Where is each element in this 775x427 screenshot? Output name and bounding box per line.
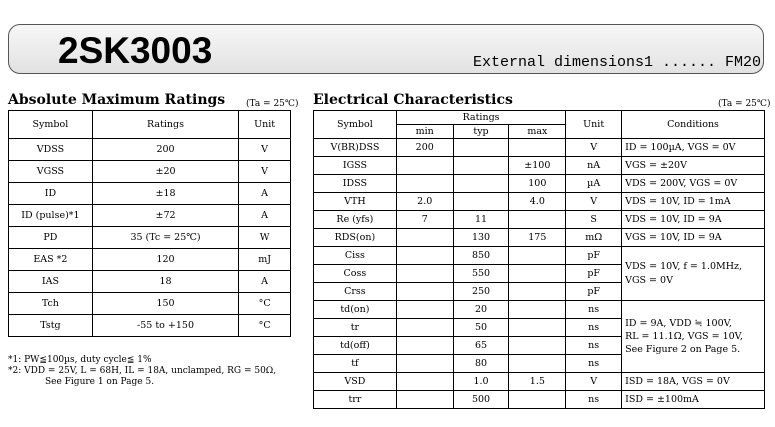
conditions-cell: VDS = 200V, VGS = 0V bbox=[622, 175, 765, 193]
rating-cell: 35 (Tc = 25℃) bbox=[92, 227, 238, 249]
electrical-condition: (Ta = 25℃) bbox=[718, 99, 771, 109]
symbol-cell: VSD bbox=[314, 373, 397, 391]
table-row bbox=[9, 205, 291, 227]
switching-conditions bbox=[622, 301, 765, 373]
max-cell: ±100 bbox=[509, 157, 566, 175]
min-cell: 200 bbox=[396, 139, 453, 157]
typ-cell bbox=[453, 175, 509, 193]
conditions-cell: VGS = 10V, ID = 9A bbox=[622, 229, 765, 247]
unit-cell: V bbox=[566, 139, 622, 157]
symbol-cell: Coss bbox=[314, 265, 397, 283]
col-header-typ: typ bbox=[453, 125, 509, 139]
typ-cell: 250 bbox=[453, 283, 509, 301]
electrical-table bbox=[313, 110, 765, 409]
rating-cell: 18 bbox=[92, 271, 238, 293]
unit-cell: V bbox=[239, 161, 291, 183]
capacitance-condition-line: VDS = 10V, f = 1.0MHz, bbox=[625, 260, 743, 272]
note-1: *1: PW≦100µs, duty cycle≦ 1% bbox=[8, 355, 152, 365]
table-row bbox=[9, 139, 291, 161]
table-row bbox=[9, 249, 291, 271]
symbol-cell: IDSS bbox=[314, 175, 397, 193]
unit-cell: mJ bbox=[239, 249, 291, 271]
symbol-cell: ID (pulse)*1 bbox=[9, 205, 93, 227]
col-header-ratings: Ratings bbox=[92, 111, 238, 139]
symbol-cell: Ciss bbox=[314, 247, 397, 265]
min-cell bbox=[396, 301, 453, 319]
table-row bbox=[9, 227, 291, 249]
switching-condition-line: ID = 9A, VDD ≒ 100V, bbox=[625, 318, 732, 329]
symbol-cell: Tstg bbox=[9, 315, 93, 337]
max-cell bbox=[509, 283, 566, 301]
table-row bbox=[314, 229, 765, 247]
switching-condition-line: See Figure 2 on Page 5. bbox=[625, 344, 741, 355]
conditions-cell: VGS = ±20V bbox=[622, 157, 765, 175]
col-header-min: min bbox=[396, 125, 453, 139]
table-row bbox=[314, 391, 765, 409]
unit-cell: pF bbox=[566, 283, 622, 301]
rating-cell: -55 to +150 bbox=[92, 315, 238, 337]
max-cell bbox=[509, 319, 566, 337]
typ-cell: 80 bbox=[453, 355, 509, 373]
max-cell bbox=[509, 211, 566, 229]
symbol-cell: V(BR)DSS bbox=[314, 139, 397, 157]
capacitance-conditions bbox=[622, 247, 765, 301]
min-cell bbox=[396, 229, 453, 247]
table-row bbox=[9, 315, 291, 337]
col-header-symbol: Symbol bbox=[314, 111, 397, 139]
rating-cell: ±72 bbox=[92, 205, 238, 227]
rating-cell: ±20 bbox=[92, 161, 238, 183]
min-cell bbox=[396, 283, 453, 301]
absolute-max-title: Absolute Maximum Ratings bbox=[8, 92, 226, 108]
unit-cell: A bbox=[239, 183, 291, 205]
unit-cell: V bbox=[566, 193, 622, 211]
rating-cell: 200 bbox=[92, 139, 238, 161]
conditions-cell: ISD = 18A, VGS = 0V bbox=[622, 373, 765, 391]
unit-cell: °C bbox=[239, 293, 291, 315]
max-cell bbox=[509, 247, 566, 265]
external-dimensions: External dimensions1 ...... FM20 bbox=[473, 54, 762, 71]
min-cell bbox=[396, 265, 453, 283]
unit-cell: ns bbox=[566, 355, 622, 373]
typ-cell: 500 bbox=[453, 391, 509, 409]
symbol-cell: Re (yfs) bbox=[314, 211, 397, 229]
unit-cell: W bbox=[239, 227, 291, 249]
unit-cell: V bbox=[566, 373, 622, 391]
symbol-cell: VTH bbox=[314, 193, 397, 211]
symbol-cell: Crss bbox=[314, 283, 397, 301]
unit-cell: °C bbox=[239, 315, 291, 337]
max-cell: 4.0 bbox=[509, 193, 566, 211]
typ-cell: 850 bbox=[453, 247, 509, 265]
symbol-cell: ID bbox=[9, 183, 93, 205]
part-number: 2SK3003 bbox=[58, 30, 213, 71]
symbol-cell: tf bbox=[314, 355, 397, 373]
max-cell: 175 bbox=[509, 229, 566, 247]
unit-cell: ns bbox=[566, 301, 622, 319]
max-cell bbox=[509, 355, 566, 373]
min-cell bbox=[396, 319, 453, 337]
symbol-cell: PD bbox=[9, 227, 93, 249]
unit-cell: pF bbox=[566, 247, 622, 265]
electrical-header-row-1 bbox=[314, 111, 765, 125]
table-row bbox=[314, 211, 765, 229]
absolute-max-notes bbox=[8, 355, 276, 388]
typ-cell bbox=[453, 139, 509, 157]
unit-cell: mΩ bbox=[566, 229, 622, 247]
table-row bbox=[314, 373, 765, 391]
symbol-cell: Tch bbox=[9, 293, 93, 315]
unit-cell: S bbox=[566, 211, 622, 229]
max-cell bbox=[509, 265, 566, 283]
rating-cell: 120 bbox=[92, 249, 238, 271]
conditions-cell: VDS = 10V, ID = 1mA bbox=[622, 193, 765, 211]
col-header-unit: Unit bbox=[566, 111, 622, 139]
typ-cell: 50 bbox=[453, 319, 509, 337]
capacitance-condition-line: VGS = 0V bbox=[625, 274, 673, 286]
table-row bbox=[314, 247, 765, 265]
unit-cell: ns bbox=[566, 337, 622, 355]
min-cell: 7 bbox=[396, 211, 453, 229]
absolute-max-condition: (Ta = 25℃) bbox=[246, 99, 299, 109]
table-row bbox=[314, 193, 765, 211]
absolute-max-table bbox=[8, 110, 291, 337]
table-row bbox=[9, 271, 291, 293]
typ-cell: 65 bbox=[453, 337, 509, 355]
typ-cell bbox=[453, 193, 509, 211]
table-row bbox=[314, 301, 765, 319]
note-2: *2: VDD = 25V, L = 68H, IL = 18A, unclamped, RG = 50Ω, bbox=[8, 366, 277, 376]
table-row bbox=[9, 293, 291, 315]
conditions-cell: ISD = ±100mA bbox=[622, 391, 765, 409]
min-cell bbox=[396, 157, 453, 175]
min-cell bbox=[396, 391, 453, 409]
min-cell bbox=[396, 175, 453, 193]
unit-cell: µA bbox=[566, 175, 622, 193]
unit-cell: ns bbox=[566, 319, 622, 337]
table-row bbox=[314, 139, 765, 157]
table-row bbox=[9, 161, 291, 183]
electrical-title: Electrical Characteristics bbox=[313, 92, 513, 108]
min-cell bbox=[396, 373, 453, 391]
symbol-cell: IAS bbox=[9, 271, 93, 293]
unit-cell: A bbox=[239, 271, 291, 293]
typ-cell: 130 bbox=[453, 229, 509, 247]
max-cell bbox=[509, 391, 566, 409]
max-cell bbox=[509, 139, 566, 157]
unit-cell: ns bbox=[566, 391, 622, 409]
symbol-cell: td(off) bbox=[314, 337, 397, 355]
col-header-max: max bbox=[509, 125, 566, 139]
conditions-cell: VDS = 10V, ID = 9A bbox=[622, 211, 765, 229]
symbol-cell: VGSS bbox=[9, 161, 93, 183]
unit-cell: pF bbox=[566, 265, 622, 283]
symbol-cell: VDSS bbox=[9, 139, 93, 161]
col-header-unit: Unit bbox=[239, 111, 291, 139]
max-cell: 100 bbox=[509, 175, 566, 193]
col-header-ratings: Ratings bbox=[396, 111, 565, 125]
col-header-conditions: Conditions bbox=[622, 111, 765, 139]
min-cell: 2.0 bbox=[396, 193, 453, 211]
typ-cell: 1.0 bbox=[453, 373, 509, 391]
conditions-cell: ID = 100µA, VGS = 0V bbox=[622, 139, 765, 157]
typ-cell: 20 bbox=[453, 301, 509, 319]
unit-cell: nA bbox=[566, 157, 622, 175]
typ-cell: 550 bbox=[453, 265, 509, 283]
rating-cell: 150 bbox=[92, 293, 238, 315]
min-cell bbox=[396, 355, 453, 373]
table-row bbox=[314, 175, 765, 193]
table-row bbox=[314, 157, 765, 175]
symbol-cell: td(on) bbox=[314, 301, 397, 319]
note-2-cont: See Figure 1 on Page 5. bbox=[45, 377, 155, 387]
min-cell bbox=[396, 247, 453, 265]
unit-cell: A bbox=[239, 205, 291, 227]
typ-cell: 11 bbox=[453, 211, 509, 229]
rating-cell: ±18 bbox=[92, 183, 238, 205]
switching-condition-line: RL = 11.1Ω, VGS = 10V, bbox=[625, 331, 743, 342]
symbol-cell: IGSS bbox=[314, 157, 397, 175]
unit-cell: V bbox=[239, 139, 291, 161]
max-cell bbox=[509, 301, 566, 319]
min-cell bbox=[396, 337, 453, 355]
typ-cell bbox=[453, 157, 509, 175]
col-header-symbol: Symbol bbox=[9, 111, 93, 139]
table-row bbox=[9, 183, 291, 205]
symbol-cell: trr bbox=[314, 391, 397, 409]
symbol-cell: RDS(on) bbox=[314, 229, 397, 247]
absolute-max-header-row bbox=[9, 111, 291, 139]
symbol-cell: tr bbox=[314, 319, 397, 337]
max-cell bbox=[509, 337, 566, 355]
max-cell: 1.5 bbox=[509, 373, 566, 391]
symbol-cell: EAS *2 bbox=[9, 249, 93, 271]
